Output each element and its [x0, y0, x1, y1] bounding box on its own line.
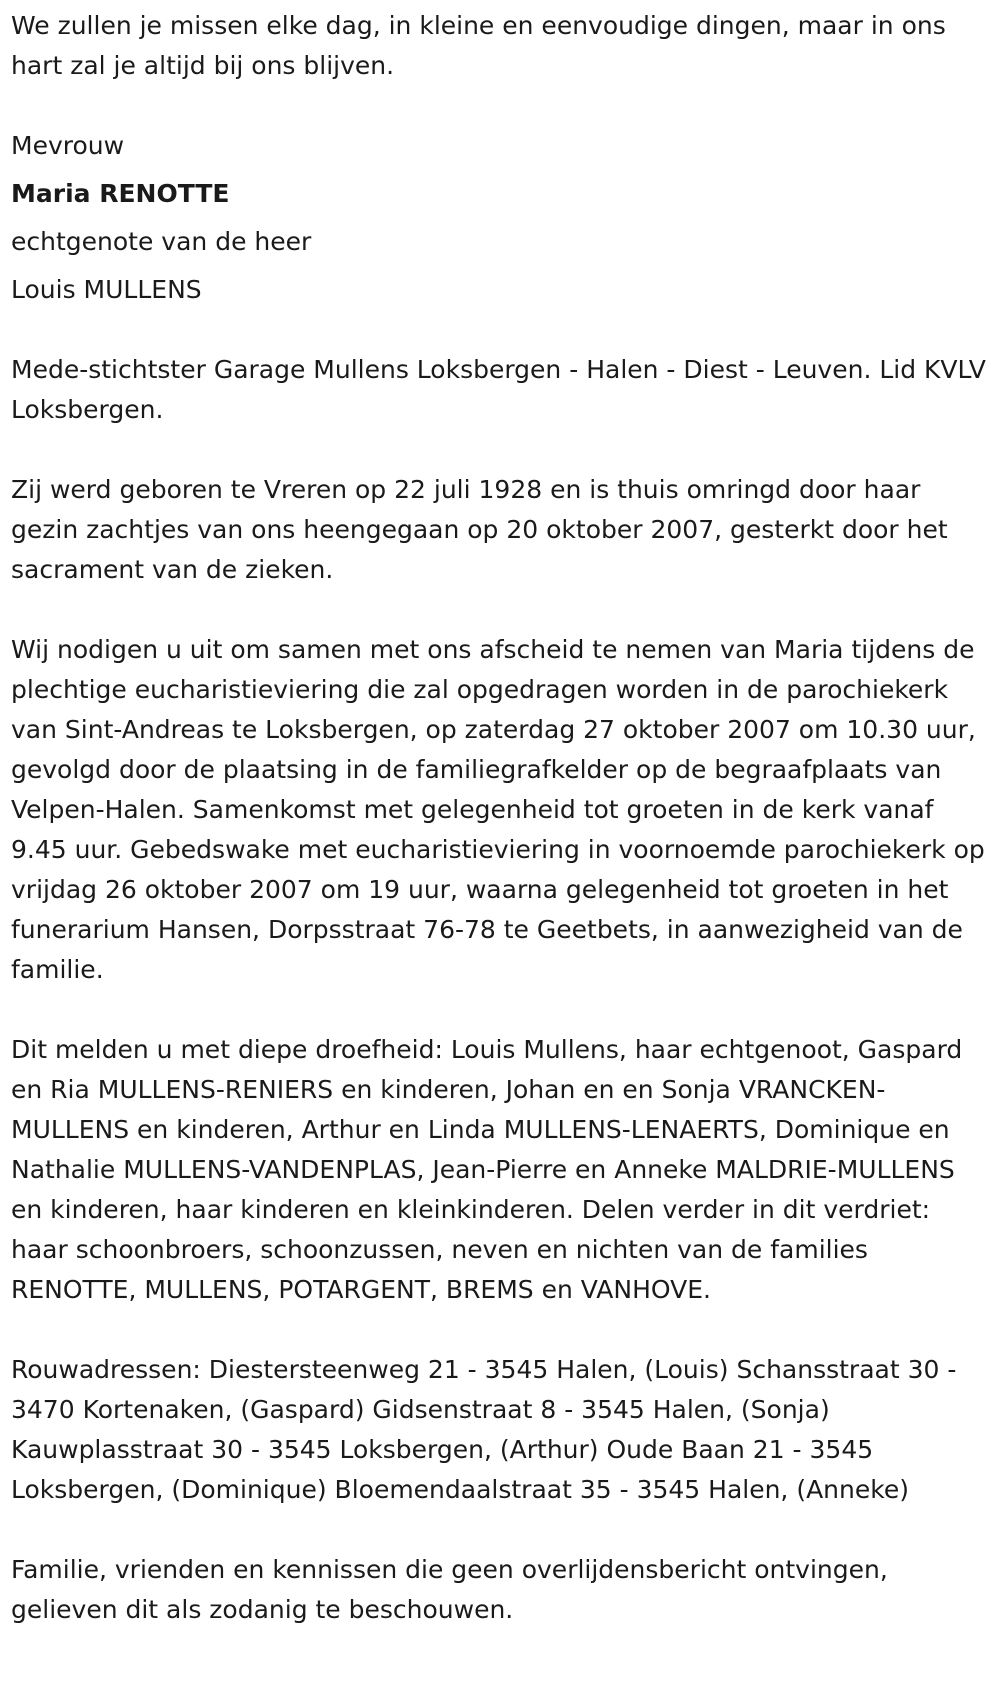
spacer: [11, 1310, 989, 1350]
birth-death-text: Zij werd geboren te Vreren op 22 juli 1928 en is thuis omringd door haar gezin zachtjes van ons heengegaan op 20 oktober 2007, gesterkt door het sacrament van de zieken.: [11, 475, 948, 584]
spacer: [11, 990, 989, 1030]
invitation-text: Wij nodigen u uit om samen met ons afscheid te nemen van Maria tijdens de plechtige eucharistieviering die zal opgedragen worden in de parochiekerk van Sint-Andreas te Loksbergen, op zaterdag 27 oktober 2007 om 10.30 uur, gevolgd door de plaatsing in de familiegrafkelder op de begraafplaats van Velpen-Halen. Samenkomst met gelegenheid tot groeten in de kerk vanaf 9.45 uur. Gebedswake met eucharistieviering in voornoemde parochiekerk op vrijdag 26 oktober 2007 om 19 uur, waarna gelegenheid tot groeten in het funerarium Hansen, Dorpsstraat 76-78 te Geetbets, in aanwezigheid van de familie.: [11, 635, 985, 984]
spacer: [11, 86, 989, 126]
spacer: [11, 430, 989, 470]
spacer: [11, 214, 989, 222]
addresses-text: Rouwadressen: Diestersteenweg 21 - 3545 Halen, (Louis) Schansstraat 30 - 3470 Kortenaken, (Gaspard) Gidsenstraat 8 - 3545 Halen, (Sonja) Kauwplasstraat 30 - 3545 Loksbergen, (Arthur) Oude Baan 21 - 3545 Loksbergen, (Dominique) Bloemendaalstraat 35 - 3545 Halen, (Anneke): [11, 1355, 957, 1504]
cofounder-text: Mede-stichtster Garage Mullens Loksbergen - Halen - Diest - Leuven. Lid KVLV Loksbergen.: [11, 355, 986, 424]
closing-text: Familie, vrienden en kennissen die geen overlijdensbericht ontvingen, gelieven dit als zodanig te beschouwen.: [11, 1555, 888, 1624]
spacer: [11, 262, 989, 270]
spacer: [11, 166, 989, 174]
spouse-line-1: echtgenote van de heer: [11, 227, 312, 256]
spouse-line-2: Louis MULLENS: [11, 275, 202, 304]
spacer: [11, 310, 989, 350]
spacer: [11, 590, 989, 630]
announcement-text: Dit melden u met diepe droefheid: Louis Mullens, haar echtgenoot, Gaspard en Ria MULLENS-RENIERS en kinderen, Johan en en Sonja VRANCKEN-MULLENS en kinderen, Arthur en Linda MULLENS-LENAERTS, Dominique en Nathalie MULLENS-VANDENPLAS, Jean-Pierre en Anneke MALDRIE-MULLENS en kinderen, haar kinderen en kleinkinderen. Delen verder in dit verdriet: haar schoonbroers, schoonzussen, neven en nichten van de families RENOTTE, MULLENS, POTARGENT, BREMS en VANHOVE.: [11, 1035, 963, 1304]
salutation: Mevrouw: [11, 131, 125, 160]
spacer: [11, 1510, 989, 1550]
intro-text: We zullen je missen elke dag, in kleine en eenvoudige dingen, maar in ons hart zal je altijd bij ons blijven.: [11, 11, 946, 80]
deceased-name: Maria RENOTTE: [11, 179, 230, 208]
